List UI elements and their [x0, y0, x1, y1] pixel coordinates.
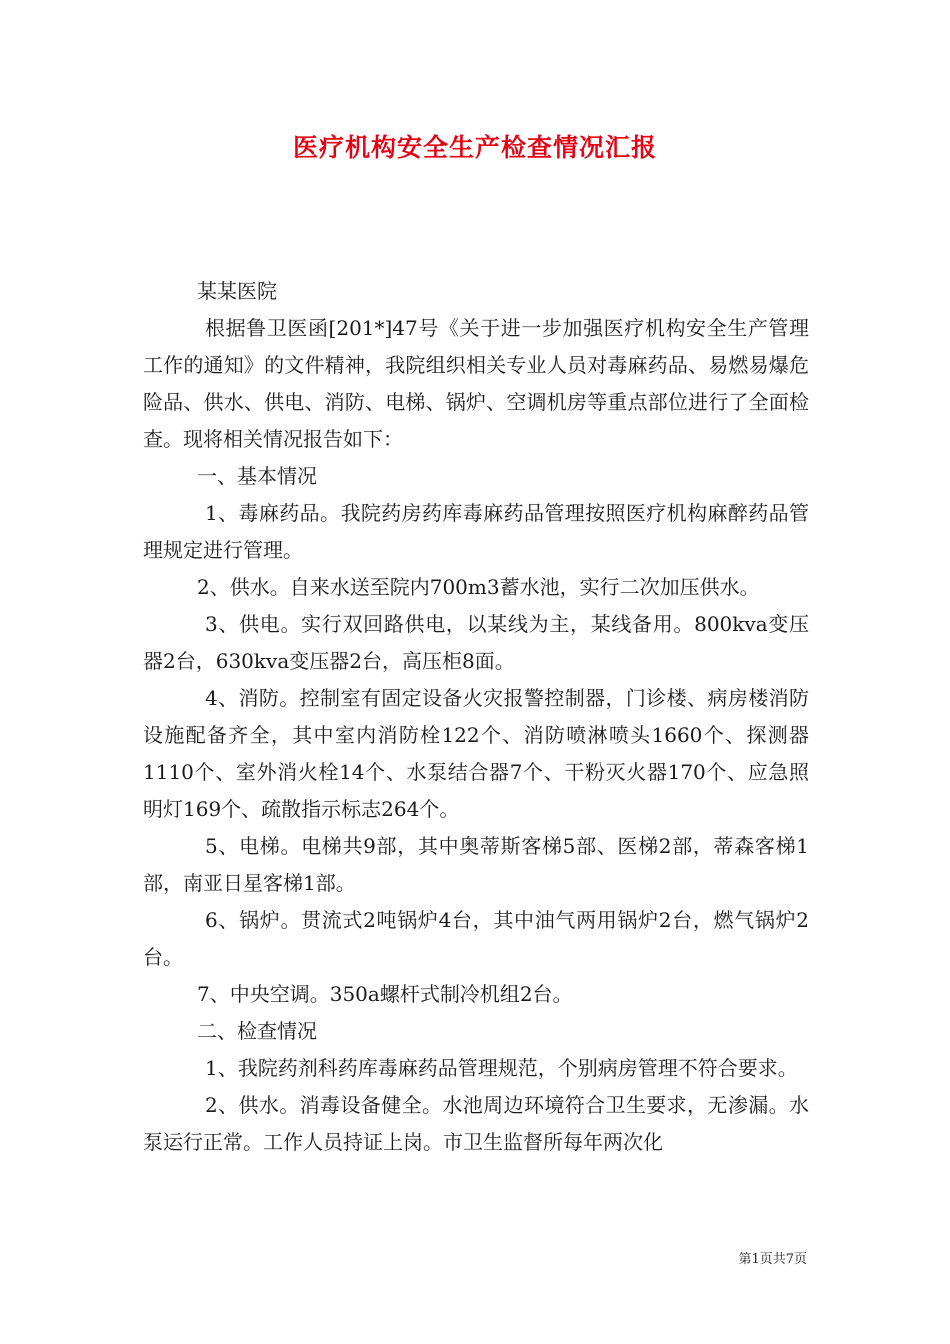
document-title: 医疗机构安全生产检查情况汇报 [292, 133, 657, 162]
paragraph-item: 6、锅炉。贯流式2吨锅炉4台，其中油气两用锅炉2台，燃气锅炉2台。 [143, 908, 809, 969]
page-number: 第1页共7页 [738, 1252, 807, 1267]
org-name: 某某医院 [197, 279, 277, 303]
paragraph-item: 4、消防。控制室有固定设备火灾报警控制器，门诊楼、病房楼消防设施配备齐全，其中室内消防栓122个、消防喷淋喷头1660个、探测器1110个、室外消火栓14个、水泵结合器7个、干粉灭火器170个、应急照明灯169个、疏散指示标志264个。 [143, 686, 809, 821]
section-heading-basic: 一、基本情况 [197, 464, 317, 488]
paragraph-item: 7、中央空调。350a螺杆式制冷机组2台。 [197, 982, 573, 1006]
paragraph-item: 1、我院药剂科药库毒麻药品管理规范，个别病房管理不符合要求。 [205, 1056, 798, 1080]
document-body [143, 273, 809, 1161]
paragraph-item: 3、供电。实行双回路供电，以某线为主，某线备用。800kva变压器2台，630kva变压器2台，高压柜8面。 [143, 612, 809, 673]
paragraph-intro: 根据鲁卫医函[201*]47号《关于进一步加强医疗机构安全生产管理工作的通知》的文件精神，我院组织相关专业人员对毒麻药品、易燃易爆危险品、供水、供电、消防、电梯、锅炉、空调机房等重点部位进行了全面检查。现将相关情况报告如下： [143, 316, 809, 451]
section-heading-inspection: 二、检查情况 [197, 1019, 317, 1043]
paragraph-item: 5、电梯。电梯共9部，其中奥蒂斯客梯5部、医梯2部，蒂森客梯1部，南亚日星客梯1部。 [143, 834, 809, 895]
paragraph-item: 2、供水。消毒设备健全。水池周边环境符合卫生要求，无渗漏。水泵运行正常。工作人员持证上岗。市卫生监督所每年两次化 [143, 1093, 809, 1154]
paragraph-item: 2、供水。自来水送至院内700m3蓄水池，实行二次加压供水。 [197, 575, 760, 599]
paragraph-item: 1、毒麻药品。我院药房药库毒麻药品管理按照医疗机构麻醉药品管理规定进行管理。 [143, 501, 809, 562]
